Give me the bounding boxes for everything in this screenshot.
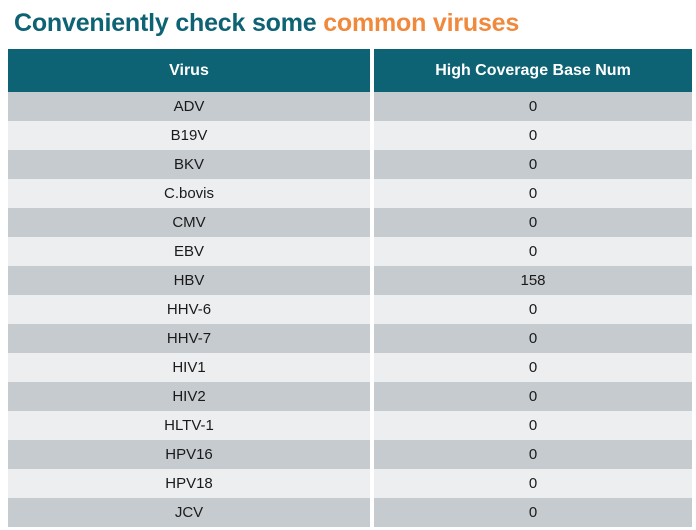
table-row <box>8 295 692 324</box>
table-body <box>8 92 692 527</box>
table-row <box>8 179 692 208</box>
table-row <box>8 353 692 382</box>
cell-base-num: 0 <box>372 469 692 498</box>
cell-base-num: 0 <box>372 150 692 179</box>
table-row <box>8 150 692 179</box>
table-row <box>8 208 692 237</box>
cell-virus: JCV <box>8 498 372 527</box>
cell-base-num: 0 <box>372 121 692 150</box>
cell-virus: C.bovis <box>8 179 372 208</box>
table-row <box>8 266 692 295</box>
cell-base-num: 158 <box>372 266 692 295</box>
cell-base-num: 0 <box>372 411 692 440</box>
cell-base-num: 0 <box>372 208 692 237</box>
page-title-highlight: common viruses <box>323 9 520 37</box>
cell-virus: ADV <box>8 92 372 121</box>
column-header-virus: Virus <box>8 49 372 92</box>
table-row <box>8 440 692 469</box>
cell-base-num: 0 <box>372 353 692 382</box>
cell-virus: EBV <box>8 237 372 266</box>
table-header-row <box>8 49 692 92</box>
table-row <box>8 121 692 150</box>
cell-virus: HBV <box>8 266 372 295</box>
cell-base-num: 0 <box>372 382 692 411</box>
cell-base-num: 0 <box>372 324 692 353</box>
cell-virus: HPV16 <box>8 440 372 469</box>
table-row <box>8 498 692 527</box>
cell-base-num: 0 <box>372 498 692 527</box>
cell-virus: CMV <box>8 208 372 237</box>
table-row <box>8 469 692 498</box>
table-row <box>8 92 692 121</box>
column-header-high-coverage-base-num: High Coverage Base Num <box>372 49 692 92</box>
cell-base-num: 0 <box>372 295 692 324</box>
cell-virus: HHV-6 <box>8 295 372 324</box>
cell-base-num: 0 <box>372 179 692 208</box>
cell-virus: BKV <box>8 150 372 179</box>
table-row <box>8 411 692 440</box>
cell-virus: HIV1 <box>8 353 372 382</box>
virus-coverage-table <box>8 49 692 527</box>
table-row <box>8 324 692 353</box>
table-row <box>8 382 692 411</box>
cell-virus: HLTV-1 <box>8 411 372 440</box>
cell-virus: HIV2 <box>8 382 372 411</box>
cell-base-num: 0 <box>372 440 692 469</box>
cell-virus: HHV-7 <box>8 324 372 353</box>
table-row <box>8 237 692 266</box>
cell-virus: HPV18 <box>8 469 372 498</box>
cell-base-num: 0 <box>372 92 692 121</box>
cell-virus: B19V <box>8 121 372 150</box>
page-title <box>0 0 696 38</box>
cell-base-num: 0 <box>372 237 692 266</box>
table-header <box>8 49 692 92</box>
page-title-primary: Conveniently check some <box>14 9 324 37</box>
